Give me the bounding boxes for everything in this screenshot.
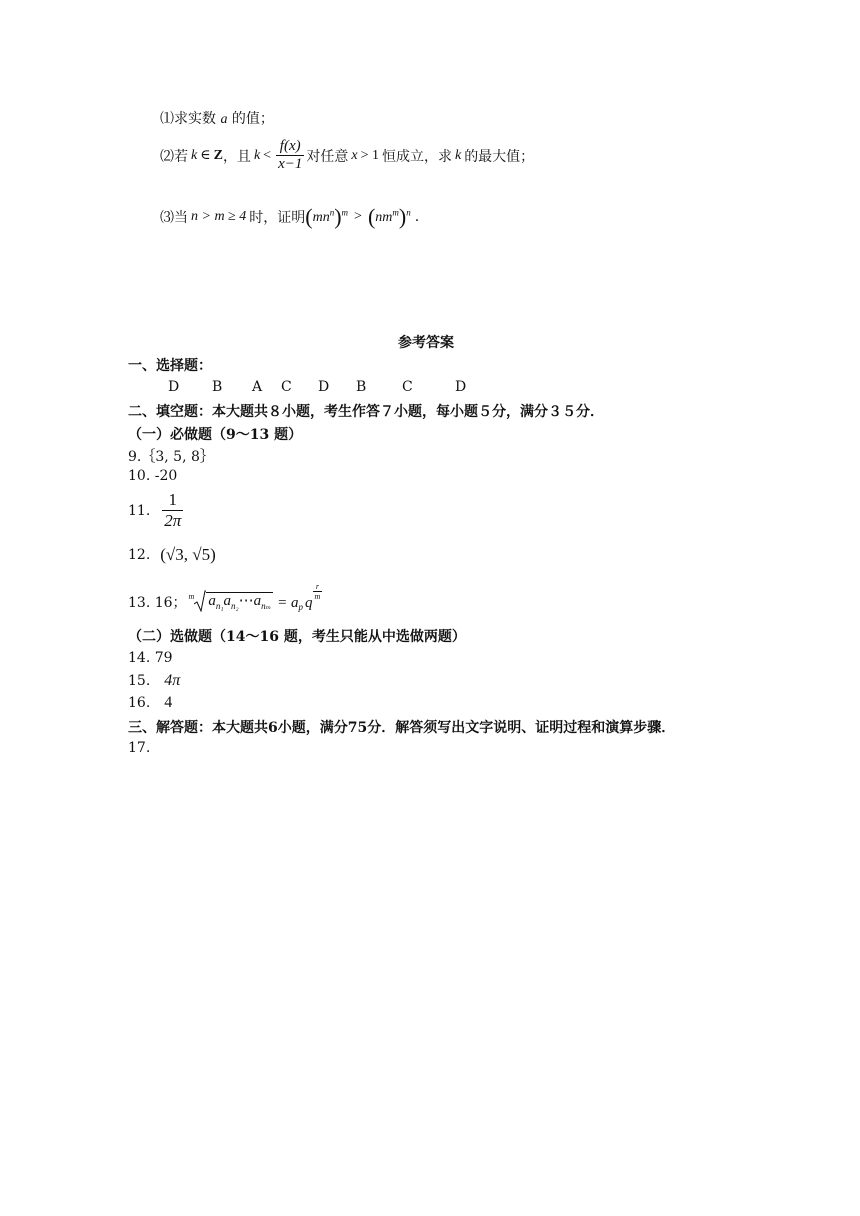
variable: k xyxy=(454,147,462,163)
part-text: 的最大值； xyxy=(464,148,535,165)
answer-label: 11. xyxy=(128,502,151,519)
answer-label: 13. 16； xyxy=(128,595,187,611)
part-text: 当 xyxy=(174,210,188,226)
answer-value: (√3, √5) xyxy=(160,545,216,564)
answer-label: 15. xyxy=(128,673,151,689)
fraction-numerator: r xyxy=(315,582,319,591)
answer-title: 参考答案 xyxy=(398,335,454,351)
base: mn xyxy=(312,210,330,225)
choice-answer: A xyxy=(252,379,263,395)
term: a xyxy=(223,593,231,609)
answer-15 xyxy=(128,672,180,690)
answer-10: 10. -20 xyxy=(128,468,178,484)
symbol: > xyxy=(354,209,362,224)
variable: k xyxy=(253,147,261,163)
choice-answer: D xyxy=(318,379,330,395)
radical-sign-icon xyxy=(194,590,206,612)
answer-value: 14. 79 xyxy=(128,650,173,666)
exponent: m xyxy=(392,207,399,218)
term: a xyxy=(208,593,216,609)
part-marker: ⑴ xyxy=(160,111,174,127)
fraction-denominator: x−1 xyxy=(278,156,303,172)
problem-part-1 xyxy=(160,108,274,128)
choice-answer: B xyxy=(212,379,223,395)
part-text: 时，证明 xyxy=(249,210,306,226)
subscript: nₘ xyxy=(261,601,272,611)
variable: a xyxy=(220,112,228,127)
choice-answers xyxy=(0,379,860,397)
choice-answer: C xyxy=(281,379,292,395)
part-text: ，且 xyxy=(222,148,251,165)
choice-answer: C xyxy=(402,379,413,395)
subscript: n₁ xyxy=(215,601,224,611)
problem-part-2 xyxy=(160,138,534,173)
subsection-optional: （二）选做题（14～16 题，考生只能从中选做两题） xyxy=(128,629,466,645)
fraction-denominator: m xyxy=(314,592,321,601)
section-3-heading: 三、解答题：本大题共6小题，满分75分．解答须写出文字说明、证明过程和演算步骤． xyxy=(128,720,676,736)
answer-label: 12. xyxy=(128,547,151,563)
answer-13 xyxy=(128,582,324,612)
answer-12 xyxy=(128,545,216,565)
choice-answer: D xyxy=(455,379,467,395)
fraction-numerator: 1 xyxy=(168,490,178,509)
subscript: p xyxy=(298,602,303,612)
part-marker: ⑵ xyxy=(160,148,174,165)
nth-root xyxy=(194,590,273,612)
answer-17: 17. xyxy=(128,740,151,756)
fraction-numerator: f(x) xyxy=(279,138,301,154)
section-1-heading: 一、选择题： xyxy=(128,358,212,374)
exponent: n xyxy=(406,207,411,218)
inequality: n > m ≥ 4 xyxy=(191,209,247,224)
radicand xyxy=(206,592,273,609)
answer-14 xyxy=(128,650,173,666)
root-index: m xyxy=(188,592,195,601)
part-text: 求实数 xyxy=(174,111,216,127)
symbol: ∈ xyxy=(200,148,211,163)
fraction xyxy=(276,138,304,173)
integer-set: Z xyxy=(213,147,223,163)
period: . xyxy=(414,209,420,225)
lhs-expression: $(mn^n)^m$ xyxy=(305,204,349,229)
part-marker: ⑶ xyxy=(160,210,174,226)
answer-11 xyxy=(128,490,185,531)
part-text: 若 xyxy=(174,148,188,165)
answer-value: 4 xyxy=(164,694,173,711)
answer-9: 9.｛3, 5, 8｝ xyxy=(128,449,214,465)
ellipsis: ⋯ xyxy=(238,593,254,609)
answer-16 xyxy=(128,694,172,712)
subsection-required: （一）必做题（9～13 题） xyxy=(128,427,303,443)
equals-term: = a xyxy=(277,595,299,611)
part-text: 对任意 xyxy=(306,148,349,165)
variable: k xyxy=(191,147,198,163)
rhs-expression: $(nm^m)^n$ xyxy=(367,204,411,229)
exponent: m xyxy=(341,207,349,218)
choice-answer: B xyxy=(356,379,367,395)
inequality: > 1 xyxy=(360,147,379,163)
fraction-denominator: 2π xyxy=(164,511,182,530)
variable: x xyxy=(351,147,358,163)
choice-answer: D xyxy=(168,379,180,395)
section-2-heading: 二、填空题：本大题共８小题，考生作答７小题，每小题５分，满分３５分． xyxy=(128,404,604,420)
symbol: < xyxy=(263,147,272,163)
part-text: 恒成立，求 xyxy=(381,148,452,165)
term: q xyxy=(305,595,313,611)
term: a xyxy=(253,593,262,609)
problem-part-3 xyxy=(160,204,419,230)
base: nm xyxy=(375,210,393,225)
subscript: n₂ xyxy=(230,601,239,611)
fraction xyxy=(162,490,183,531)
exponent: n xyxy=(329,207,335,218)
answer-label: 16. xyxy=(128,695,151,711)
part-text: 的值； xyxy=(231,111,274,127)
exponent-fraction xyxy=(313,582,323,601)
answer-value: 4π xyxy=(164,672,181,689)
